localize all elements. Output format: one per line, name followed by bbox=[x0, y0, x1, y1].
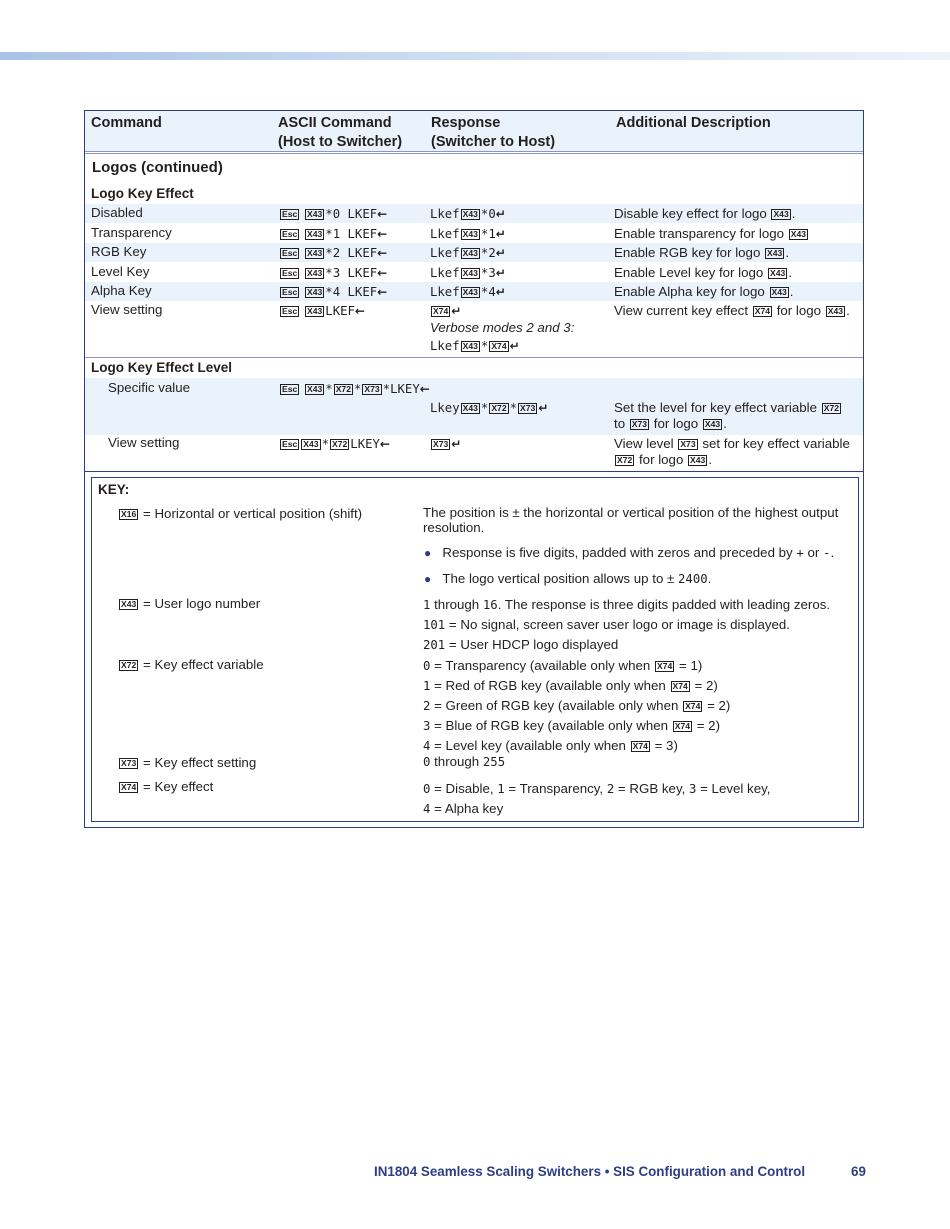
section-title: Logos (continued) bbox=[92, 159, 223, 176]
description-text: Enable Alpha key for logo bbox=[614, 284, 769, 299]
logo-key-effect-heading: Logo Key Effect bbox=[91, 186, 194, 201]
key-x16-description: The position is ± the horizontal or vertical position of the highest output resolution. bbox=[423, 505, 839, 535]
esc-key-icon: Esc bbox=[282, 209, 298, 219]
value-text: = 1) bbox=[675, 658, 703, 673]
x43-variable: X43 bbox=[462, 287, 478, 297]
value-number: 3 bbox=[689, 782, 697, 796]
arrow-icon: ← bbox=[377, 246, 388, 260]
table-divider bbox=[85, 471, 863, 472]
effect-row-command: Disabled bbox=[91, 205, 143, 220]
return-icon: ↵ bbox=[495, 265, 506, 280]
key-x16-bullet-2: ● The logo vertical position allows up to ± 2400. bbox=[424, 571, 712, 586]
effect-row-description bbox=[614, 226, 809, 241]
footer-title: IN1804 Seamless Scaling Switchers • SIS Configuration and Control bbox=[374, 1164, 806, 1179]
arrow-icon: ← bbox=[377, 285, 388, 299]
description-text: . bbox=[789, 284, 794, 299]
effect-row-response bbox=[430, 284, 506, 299]
level-specific-command: Specific value bbox=[108, 380, 191, 395]
ascii-text: *1 LKEF bbox=[325, 226, 378, 241]
effect-row-response bbox=[430, 265, 506, 280]
value-text: = Blue of RGB key (available only when bbox=[430, 718, 672, 733]
key-x74-label: X74 = Key effect bbox=[121, 779, 214, 794]
response-text: Lkef bbox=[430, 265, 460, 280]
header-ascii: ASCII Command (Host to Switcher) bbox=[278, 115, 403, 150]
effect-row-ascii bbox=[279, 284, 387, 299]
key-x43-description: 1 through 16. The response is three digits padded with leading zeros. 101 = No signal, screen saver user logo or image is displayed. 201 = User HDCP logo displayed bbox=[423, 597, 831, 652]
logo-key-effect-level-heading: Logo Key Effect Level bbox=[91, 360, 233, 375]
key-x43-label: X43 = User logo number bbox=[121, 596, 261, 611]
effect-row-response bbox=[430, 206, 506, 221]
return-icon: ↵ bbox=[495, 226, 506, 241]
header-description: Additional Description bbox=[616, 115, 771, 131]
effect-view-description: View current key effect X74 for logo X43 . bbox=[614, 303, 850, 318]
key-x72-line bbox=[423, 736, 730, 756]
value-text: = Transparency, bbox=[504, 781, 607, 796]
effect-view-command: View setting bbox=[91, 302, 163, 317]
x43-variable: X43 bbox=[307, 209, 323, 219]
key-x16-label: X16 = Horizontal or vertical position (shift) bbox=[121, 506, 363, 521]
esc-key-icon: Esc bbox=[282, 287, 298, 297]
key-title: KEY: bbox=[98, 482, 130, 497]
response-text: *3 bbox=[480, 265, 496, 280]
effect-row-command: Transparency bbox=[91, 224, 172, 240]
effect-row-ascii bbox=[279, 206, 387, 221]
response-text: Lkef bbox=[430, 207, 460, 221]
ascii-text: *4 LKEF bbox=[325, 285, 378, 299]
x43-variable: X43 bbox=[462, 228, 478, 239]
description-text: Disable key effect for logo bbox=[614, 206, 771, 221]
effect-row-command: Level Key bbox=[91, 263, 150, 279]
x43-variable: X43 bbox=[307, 248, 323, 258]
top-accent-bar bbox=[0, 52, 950, 60]
header-response: Response (Switcher to Host) bbox=[431, 115, 556, 150]
value-number: 3 bbox=[423, 719, 431, 733]
value-text: = 3) bbox=[650, 738, 678, 753]
effect-row-ascii bbox=[279, 226, 387, 241]
description-text: Enable transparency for logo bbox=[614, 225, 788, 241]
effect-row-description bbox=[614, 206, 795, 221]
value-number: 1 bbox=[497, 782, 505, 796]
description-text: . bbox=[785, 245, 790, 260]
key-x73-label: X73 = Key effect setting bbox=[121, 755, 257, 770]
response-text: Lkef bbox=[430, 285, 460, 299]
response-text: *0 bbox=[480, 207, 496, 221]
effect-row-command: Alpha Key bbox=[91, 283, 152, 298]
effect-row-response bbox=[430, 245, 506, 260]
value-number: 2 bbox=[606, 782, 615, 796]
return-icon: ↵ bbox=[495, 285, 506, 299]
value-number: 1 bbox=[423, 679, 431, 693]
x43-variable: X43 bbox=[770, 267, 786, 278]
value-text: = RGB key, bbox=[614, 781, 689, 796]
x74-variable: X74 bbox=[685, 701, 701, 711]
key-x73-description: 0 through 255 bbox=[423, 754, 506, 769]
x43-variable: X43 bbox=[307, 267, 323, 278]
key-x16-bullet-1: ● Response is five digits, padded with zeros and preceded by + or -. bbox=[424, 545, 835, 560]
effect-row-ascii bbox=[279, 245, 387, 260]
key-x72-line bbox=[423, 716, 730, 736]
value-text: = Green of RGB key (available only when bbox=[430, 698, 683, 713]
x43-variable: X43 bbox=[462, 248, 478, 258]
section-divider bbox=[85, 357, 863, 358]
value-number: 0 bbox=[423, 782, 431, 796]
value-number: 2 bbox=[423, 699, 431, 713]
esc-key-icon: Esc bbox=[282, 228, 298, 239]
page-number: 69 bbox=[851, 1164, 866, 1179]
x43-variable: X43 bbox=[773, 209, 789, 219]
esc-key-icon: Esc bbox=[282, 267, 298, 278]
value-text: = Level key, bbox=[696, 781, 771, 796]
ascii-text: *0 LKEF bbox=[325, 207, 378, 221]
return-icon: ↵ bbox=[495, 207, 506, 221]
description-text: . bbox=[788, 264, 793, 280]
description-text: Enable RGB key for logo bbox=[614, 245, 765, 260]
x43-variable: X43 bbox=[790, 228, 807, 239]
key-x72-description bbox=[423, 656, 730, 756]
x74-variable: X74 bbox=[672, 681, 688, 691]
response-text: Lkef bbox=[430, 246, 460, 260]
level-specific-description: Set the level for key effect variable X72 to X73 for logo X43 . bbox=[614, 400, 840, 431]
return-icon: ↵ bbox=[495, 246, 506, 260]
x43-variable: X43 bbox=[307, 228, 323, 239]
value-number: 4 bbox=[423, 739, 431, 753]
response-text: *1 bbox=[480, 226, 496, 241]
effect-row-command: RGB Key bbox=[91, 244, 147, 259]
ascii-text: *2 LKEF bbox=[325, 246, 378, 260]
verbose-note: Verbose modes 2 and 3: bbox=[430, 320, 575, 335]
effect-row-description bbox=[614, 265, 792, 280]
effect-row-response bbox=[430, 226, 506, 241]
effect-row-description bbox=[614, 284, 794, 299]
effect-row-ascii bbox=[279, 265, 387, 280]
x43-variable: X43 bbox=[462, 267, 478, 278]
x43-variable: X43 bbox=[767, 248, 783, 258]
level-specific-ascii: Esc X43 * X72 * X73 *LKEY← bbox=[282, 382, 430, 396]
key-x72-line bbox=[423, 696, 730, 716]
effect-view-verbose-response: Lkef X43 * X74 ↵ bbox=[430, 339, 520, 353]
arrow-icon: ← bbox=[377, 207, 388, 221]
ascii-text: *3 LKEF bbox=[325, 265, 378, 280]
header-command: Command bbox=[91, 115, 162, 131]
key-x72-line bbox=[423, 656, 730, 676]
value-number: 0 bbox=[423, 659, 431, 673]
effect-view-response: X74 ↵ bbox=[433, 304, 462, 318]
level-view-command: View setting bbox=[108, 435, 180, 450]
description-text: . bbox=[791, 206, 796, 221]
x43-variable: X43 bbox=[771, 287, 787, 297]
x74-variable: X74 bbox=[674, 721, 691, 731]
key-x72-line bbox=[423, 676, 730, 696]
x43-variable: X43 bbox=[307, 287, 323, 297]
level-view-ascii: Esc X43 * X72 LKEY← bbox=[282, 437, 390, 451]
x43-variable: X43 bbox=[462, 209, 478, 219]
value-text: = 2) bbox=[703, 698, 731, 713]
response-text: *2 bbox=[480, 246, 496, 260]
arrow-icon: ← bbox=[377, 265, 388, 280]
value-text: = Disable, bbox=[430, 781, 498, 796]
header-divider bbox=[85, 151, 863, 154]
response-text: *4 bbox=[480, 285, 496, 299]
description-text: Enable Level key for logo bbox=[614, 264, 768, 280]
arrow-icon: ← bbox=[377, 226, 388, 241]
key-x74-description: 0 = Disable, 1 = Transparency, 2 = RGB key, 3 = Level key, 4 = Alpha key bbox=[423, 781, 771, 816]
esc-key-icon: Esc bbox=[282, 248, 298, 258]
key-x72-label: X72 = Key effect variable bbox=[121, 657, 264, 672]
level-specific-response: Lkey X43 * X72 * X73 ↵ bbox=[430, 401, 549, 415]
x74-variable: X74 bbox=[657, 661, 673, 671]
response-text: Lkef bbox=[430, 226, 460, 241]
effect-row-description bbox=[614, 245, 789, 260]
level-view-response: X73 ↵ bbox=[433, 437, 462, 451]
value-text: = Level key (available only when bbox=[430, 738, 630, 753]
value-text: = 2) bbox=[693, 718, 721, 733]
level-view-description: View level X73 set for key effect variable X72 for logo X43 . bbox=[614, 436, 850, 467]
value-text: = 2) bbox=[690, 678, 718, 693]
value-text: = Transparency (available only when bbox=[430, 658, 654, 673]
effect-view-ascii: Esc X43 LKEF← bbox=[282, 304, 365, 318]
value-text: = Red of RGB key (available only when bbox=[430, 678, 670, 693]
x74-variable: X74 bbox=[632, 741, 648, 751]
